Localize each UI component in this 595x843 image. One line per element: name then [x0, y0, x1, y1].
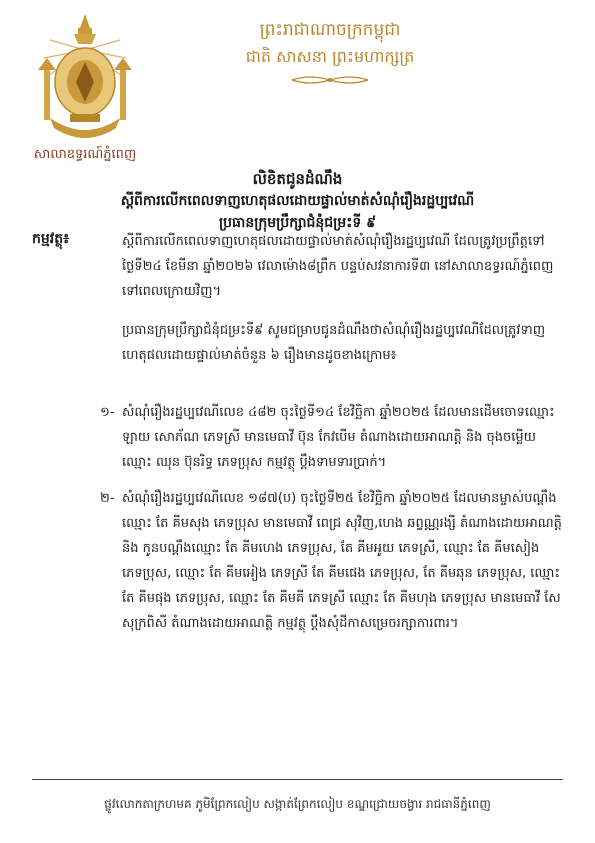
chamber-heading: ប្រធានក្រុមប្រឹក្សាជំនុំជម្រះទី ៩ — [218, 215, 377, 231]
notice-heading: លិខិតជូនដំណឹង — [252, 170, 343, 188]
national-motto: ជាតិ សាសនា ព្រះមហាក្សត្រ — [245, 47, 415, 66]
ornament-divider-icon — [290, 74, 370, 86]
subject-text: ស្ដីពីការលើកពេលទាញហេតុផលដោយផ្ទាល់មាត់សំណុំរឿងរដ្ឋប្បវេណី ដែលត្រូវប្រព្រឹត្តទៅ ថ្ងៃទី២៤ ខែមីនា ឆ្នាំ២០២៦ វេលាម៉ោង៨ព្រឹក បន្ទប់សវនាការទី៣ នៅសាលាឧទ្ធរណ៍ភ្នំពេញ ទៅពេលក្រោយវិញ។ — [122, 234, 554, 299]
notice-title — [40, 168, 555, 234]
list-item: សំណុំរឿងរដ្ឋប្បវេណីលេខ ៤៨២ ចុះថ្ងៃទី១៤ ខែវិច្ឆិកា ឆ្នាំ២០២៥ ដែលមានដើមចោទឈ្មោះ ឡាយ សោភ័ណ ភេទស្រី មានមេធាវី ប៊ុន កែវបើម តំណាងដោយអាណត្តិ និង ចុងចម្លើយ ឈ្មោះ ឈុន ប៊ុនរិទ្ធ ភេទប្រុស កម្មវត្ថុ ប្ដឹងទាមទារប្រាក់។ — [122, 405, 555, 470]
list-item-number: ១- — [100, 405, 115, 420]
list-item: សំណុំរឿងរដ្ឋប្បវេណីលេខ ១៨៧(ប) ចុះថ្ងៃទី២៥ ខែវិច្ឆិកា ឆ្នាំ២០២៥ ដែលមានម្ចាស់បណ្ដឹង ឈ្មោះ តែ គីមសុង ភេទប្រុស មានមេធាវី ពេជ្រ សុវិញ,ហេង ឆព្វណ្ណរង្សី តំណាងដោយអាណត្តិ និង កូនបណ្ដឹងឈ្មោះ តែ គីមហេង ភេទប្រុស, តែ គីមអូយ ភេទស្រី, ឈ្មោះ តែ គីមសៀង ភេទប្រុស, ឈ្មោះ តែ គីមអៀង ភេទស្រី តែ គីមផេង ភេទប្រុស, តែ គីមឆុន ភេទប្រុស, ឈ្មោះ តែ គីមផុង ភេទប្រុស, ឈ្មោះ តែ គីមគី ភេទស្រី ឈ្មោះ តែ គីមហុង ភេទប្រុស មានមេធាវី សែ សុក្រពិសី តំណាងដោយអាណត្តិ កម្មវត្ថុ ប្ដឹងសុំដីកាសម្រេចរក្សាការពារ។ — [122, 491, 562, 631]
court-name: សាលាឧទ្ធរណ៍ភ្នំពេញ — [33, 147, 137, 162]
list-item-number: ២- — [100, 491, 115, 506]
subject-label: កម្មវត្ថុ៖ — [32, 231, 70, 247]
kingdom-motto — [200, 18, 460, 86]
footer-divider — [32, 779, 563, 780]
royal-emblem-icon — [30, 10, 140, 150]
intro-paragraph: ប្រធានក្រុមប្រឹក្សាជំនុំជម្រះទី៩ សូមជម្រាបជូនដំណឹងថាសំណុំរឿងរដ្ឋប្បវេណីដែលត្រូវទាញហេតុផលដោយផ្ទាល់មាត់ចំនួន ៦ រឿងមានដូចខាងក្រោម៖ — [122, 323, 546, 363]
footer-address: ផ្លូវលោកតាក្រហមគ ភូមិព្រែកលៀប សង្កាត់ព្រែកលៀប ខណ្ឌជ្រោយចង្វារ រាជធានីភ្នំពេញ — [104, 797, 491, 811]
notice-subject-heading: ស្ដីពីការលើកពេលទាញហេតុផលដោយផ្ទាល់មាត់សំណុំរឿងរដ្ឋប្បវេណី — [120, 193, 475, 209]
kingdom-name: ព្រះរាជាណាចក្រកម្ពុជា — [259, 20, 401, 40]
